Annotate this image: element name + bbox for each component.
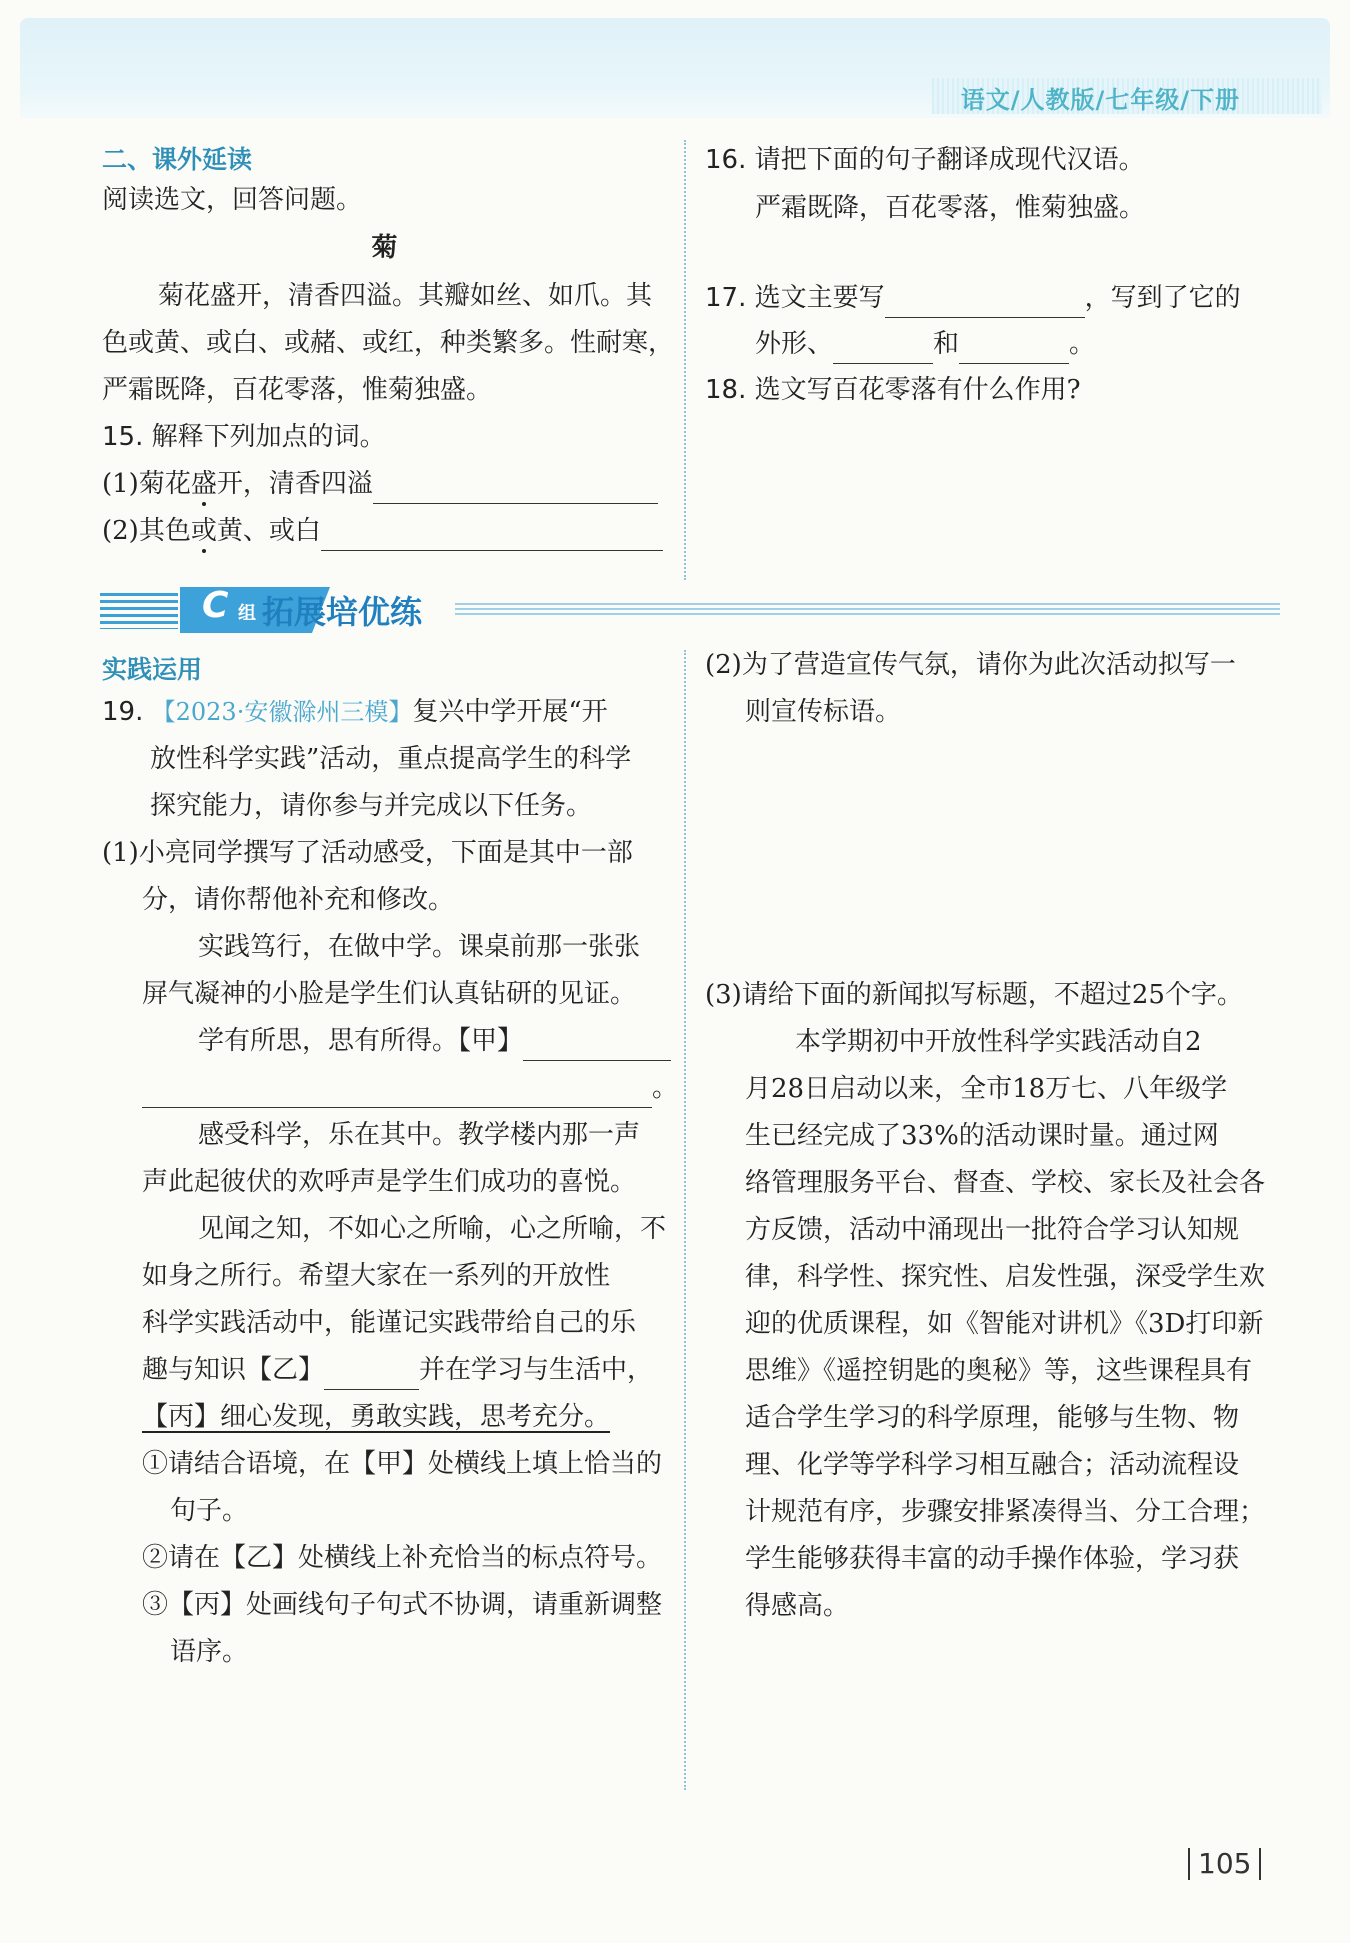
question-19-line-2: 放性科学实践”活动，重点提高学生的科学 <box>150 744 632 774</box>
task-1-line-1: ①请结合语境，在【甲】处横线上填上恰当的 <box>142 1449 663 1479</box>
news-line-4: 络管理服务平台、督查、学校、家长及社会各 <box>745 1168 1266 1198</box>
news-line-13: 得感高。 <box>745 1591 850 1621</box>
news-line-10: 理、化学等学科学习相互融合；活动流程设 <box>745 1450 1240 1480</box>
answer-blank-yi[interactable] <box>324 1359 419 1390</box>
part-3: (3)请给下面的新闻拟写标题，不超过25个字。 <box>705 980 1243 1010</box>
news-line-5: 方反馈，活动中涌现出一批符合学习认知规 <box>745 1215 1240 1245</box>
task-1-line-2: 句子。 <box>170 1496 249 1526</box>
reading-instruction: 阅读选文，回答问题。 <box>102 185 363 215</box>
news-line-12: 学生能够获得丰富的动手操作体验，学习获 <box>745 1544 1240 1574</box>
essay-c-line-2: 声此起彼伏的欢呼声是学生们成功的喜悦。 <box>142 1167 637 1197</box>
part-2-line-2: 则宣传标语。 <box>745 697 902 727</box>
passage-line-3: 严霜既降，百花零落，惟菊独盛。 <box>102 375 493 405</box>
essay-a-line-1: 实践笃行，在做中学。课桌前那一张张 <box>198 932 641 962</box>
passage-line-1: 菊花盛开，清香四溢。其瓣如丝、如爪。其 <box>158 281 653 311</box>
part-1-line-2: 分，请你帮他补充和修改。 <box>142 885 455 915</box>
question-16: 16. 请把下面的句子翻译成现代汉语。 <box>705 145 1145 175</box>
section-title-extra-reading: 二、课外延读 <box>102 145 253 174</box>
banner-group: 组 <box>238 603 256 624</box>
answer-blank-17-b[interactable] <box>833 333 933 364</box>
news-line-3: 生已经完成了33%的活动课时量。通过网 <box>745 1121 1219 1151</box>
task-3-line-2: 语序。 <box>170 1637 249 1667</box>
news-line-6: 律，科学性、探究性、启发性强，深受学生欢 <box>745 1262 1266 1292</box>
essay-d-line-3: 科学实践活动中，能谨记实践带给自己的乐 <box>142 1308 637 1338</box>
news-line-1: 本学期初中开放性科学实践活动自2 <box>795 1027 1202 1057</box>
section-title-practice: 实践运用 <box>102 655 203 684</box>
essay-d-line-2: 如身之所行。希望大家在一系列的开放性 <box>142 1261 611 1291</box>
essay-d-line-4: 趣与知识【乙】 并在学习与生活中， <box>142 1350 653 1390</box>
c-group-banner <box>100 585 1280 635</box>
page-number: 105 <box>1188 1848 1261 1880</box>
news-line-11: 计规范有序，步骤安排紧凑得当、分工合理； <box>745 1497 1266 1527</box>
essay-b-line-2: 。 <box>142 1068 678 1108</box>
question-17: 17. 选文主要写 ，写到了它的 <box>705 278 1241 318</box>
essay-c-line-1: 感受科学，乐在其中。教学楼内那一声 <box>198 1120 641 1150</box>
question-15: 15. 解释下列加点的词。 <box>102 422 386 452</box>
banner-stripes <box>100 593 178 629</box>
essay-b: 学有所思，思有所得。【甲】 <box>198 1021 671 1061</box>
question-17-cont: 外形、 和 。 <box>755 324 1095 364</box>
task-2: ②请在【乙】处横线上补充恰当的标点符号。 <box>142 1543 663 1573</box>
banner-line <box>455 603 1280 617</box>
answer-blank-17-a[interactable] <box>885 287 1085 318</box>
question-19: 19. 【2023·安徽滁州三模】复兴中学开展“开 <box>102 697 608 727</box>
news-line-8: 思维》《遥控钥匙的奥秘》等，这些课程具有 <box>745 1356 1253 1386</box>
passage-line-2: 色或黄、或白、或赭、或红，种类繁多。性耐寒， <box>102 328 675 358</box>
question-16-sentence: 严霜既降，百花零落，惟菊独盛。 <box>755 193 1146 223</box>
answer-blank-15-2[interactable] <box>321 520 663 551</box>
question-15-1: (1)菊花盛开，清香四溢 <box>102 464 658 504</box>
question-18: 18. 选文写百花零落有什么作用? <box>705 375 1081 405</box>
banner-letter: C <box>202 585 229 626</box>
column-divider-top <box>684 140 686 580</box>
news-line-7: 迎的优质课程，如《智能对讲机》《3D打印新 <box>745 1309 1264 1339</box>
column-divider-bottom <box>684 650 686 1790</box>
part-2-line-1: (2)为了营造宣传气氛，请你为此次活动拟写一 <box>705 650 1236 680</box>
answer-blank-jia-2[interactable] <box>142 1077 652 1108</box>
part-1-line-1: (1)小亮同学撰写了活动感受，下面是其中一部 <box>102 838 633 868</box>
answer-blank-jia-1[interactable] <box>523 1030 671 1061</box>
task-3-line-1: ③【丙】处画线句子句式不协调，请重新调整 <box>142 1590 663 1620</box>
essay-d-line-5: 【丙】细心发现，勇敢实践，思考充分。 <box>142 1402 611 1432</box>
book-label: 语文/人教版/七年级/下册 <box>960 86 1240 114</box>
essay-a-line-2: 屏气凝神的小脸是学生们认真钻研的见证。 <box>142 979 637 1009</box>
news-line-2: 月28日启动以来，全市18万七、八年级学 <box>745 1074 1228 1104</box>
essay-d-line-1: 见闻之知，不如心之所喻，心之所喻，不 <box>198 1214 667 1244</box>
banner-title: 拓展培优练 <box>262 593 423 631</box>
poem-title: 菊 <box>371 233 398 263</box>
answer-blank-15-1[interactable] <box>373 473 658 504</box>
question-15-2: (2)其色或黄、或白 <box>102 511 663 551</box>
answer-blank-17-c[interactable] <box>959 333 1069 364</box>
news-line-9: 适合学生学习的科学原理，能够与生物、物 <box>745 1403 1240 1433</box>
question-19-line-3: 探究能力，请你参与并完成以下任务。 <box>150 791 593 821</box>
question-source: 【2023·安徽滁州三模】 <box>151 698 413 726</box>
